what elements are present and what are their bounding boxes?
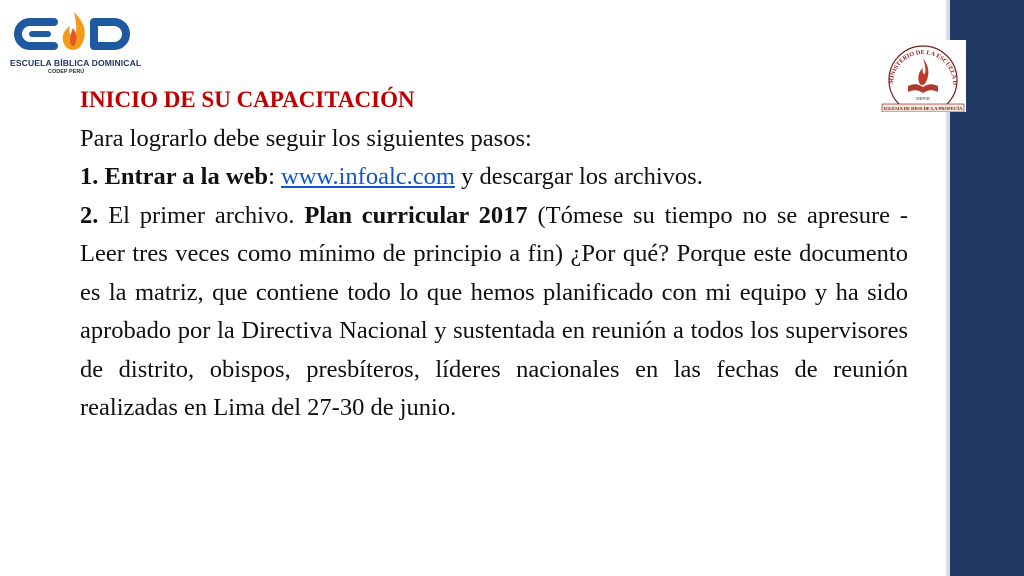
- ebd-logo-subtext: CODEP PERÚ: [48, 69, 85, 75]
- seal-banner-text: IGLESIA DE DIOS DE LA PROFECÍA: [883, 106, 963, 111]
- ebd-logo-name: ESCUELA BÍBLICA DOMINICAL: [10, 58, 142, 68]
- ebd-logo: [10, 8, 140, 78]
- seal-ring-text: MINISTERIO DE LA ESCUELA D: [887, 48, 959, 86]
- infoalc-link[interactable]: www.infoalc.com: [281, 163, 455, 190]
- slide-body: [80, 81, 908, 428]
- step-2-text-b: (Tómese su tiempo no se apresure - Leer tres veces como mínimo de principio a fin) ¿Por qué? Porque este documento es la matriz, que contiene todo lo que hemos planificado con mi equipo y ha sido aprobado por la Directiva Nacional y sustentada en reunión a todos los supervisores de distrito, obispos, presbíteros, líderes nacionales en las fechas de reunión realizadas en Lima del 27-30 de junio.: [80, 201, 908, 421]
- step-2: [80, 197, 908, 428]
- step-1-rest: y descargar los archivos.: [454, 163, 703, 190]
- seal-center-text: DEPIS: [916, 96, 930, 101]
- step-1-separator: :: [268, 163, 281, 190]
- step-2-number: 2.: [80, 201, 99, 229]
- step-1-label: 1. Entrar a la web: [80, 163, 269, 190]
- step-2-bold: Plan curricular 2017: [304, 201, 528, 229]
- ebd-logo-mark-icon: [10, 8, 140, 58]
- step-1: [80, 158, 908, 197]
- step-2-text-a: El primer archivo.: [98, 201, 305, 229]
- slide-title: INICIO DE SU CAPACITACIÓN: [80, 87, 415, 112]
- intro-line: Para lograrlo debe seguir los siguientes pasos:: [80, 124, 532, 152]
